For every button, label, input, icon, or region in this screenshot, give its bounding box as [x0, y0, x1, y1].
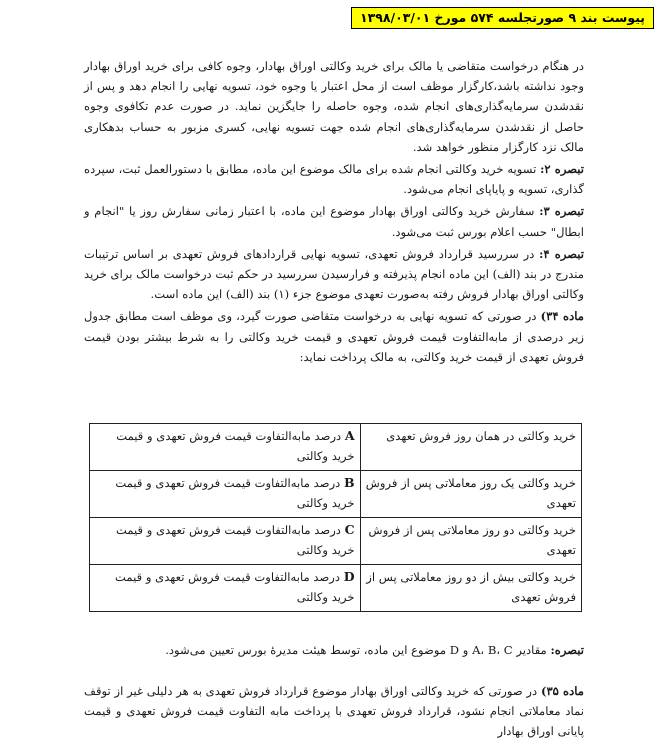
table-row: [90, 471, 582, 518]
article-35-text: در صورتی که خرید وکالتی اوراق بهادار موضوع قرارداد فروش تعهدی به هر دلیلی غیر از توقف نماد معاملاتی انجام نشود، قرارداد فروش تعهدی با پرداخت مابه التفاوت قیمت فروش تعهدی و قیمت پایانی اوراق بهادار: [84, 684, 584, 739]
table-cell-rate: [90, 424, 361, 471]
article-34-label: ماده ۳۴): [540, 309, 584, 324]
table-cell-rate: [90, 471, 361, 518]
table-cell-condition: خرید وکالتی یک روز معاملاتی پس از فروش تعهدی: [360, 471, 581, 518]
rate-text: درصد مابه‌التفاوت قیمت فروش تعهدی و قیمت خرید وکالتی: [115, 476, 355, 510]
table-cell-condition: خرید وکالتی در همان روز فروش تعهدی: [360, 424, 581, 471]
article-35-label: ماده ۳۵): [540, 684, 584, 698]
note-3: [84, 201, 584, 241]
settlement-rate-table: [89, 423, 582, 612]
document-body: [84, 56, 584, 367]
table-cell-rate: [90, 518, 361, 565]
rate-text: درصد مابه‌التفاوت قیمت فروش تعهدی و قیمت خرید وکالتی: [115, 570, 355, 604]
note-4-label: تبصره ۴:: [539, 246, 584, 261]
table-row: [90, 565, 582, 612]
table-cell-condition: خرید وکالتی بیش از دو روز معاملاتی پس از فروش تعهدی: [360, 565, 581, 612]
note-after-table: [84, 640, 584, 660]
intro-paragraph: در هنگام درخواست متقاضی یا مالک برای خرید وکالتی اوراق بهادار، وجوه کافی برای خرید اوراق بهادار وجود نداشته باشد،کارگزار موظف است از محل اعتبار یا وجوه خود، تسویه نهایی را انجام دهد و پس از نقدشدن سرمایه‌گذاری‌های انجام شده، وجوه حاصله را جایگزین نماید. در صورت عدم تکافوی وجوه حاصل از نقدشدن سرمایه‌گذاری‌های انجام شده جهت تسویه نهایی، کسری مزبور به حساب بدهکاری مالک نزد کارگزار منظور خواهد شد.: [84, 59, 584, 154]
table-cell-rate: [90, 565, 361, 612]
article-34-text: در صورتی که تسویه نهایی به درخواست متقاضی صورت گیرد، وی موظف است مطابق جدول زیر درصدی از مابه‌التفاوت قیمت فروش تعهدی و قیمت خرید وکالتی را به شرط بیشتر بودن قیمت فروش تعهدی از قیمت خرید وکالتی، به مالک پرداخت نماید:: [84, 309, 584, 364]
note-4-text: در سررسید قرارداد فروش تعهدی، تسویه نهایی قراردادهای فروش تعهدی بر اساس ترتیبات مندرج در بند (الف) این ماده انجام پذیرفته و فرارسیدن سررسید در حکم ثبت درخواست مالک برای خرید وکالتی اوراق بهادار فروش رفته به‌صورت تعهدی موضوع جزء (۱) بند (الف) این ماده است.: [83, 246, 584, 302]
rate-text: درصد مابه‌التفاوت قیمت فروش تعهدی و قیمت خرید وکالتی: [116, 429, 355, 463]
table-row: [90, 518, 582, 565]
note-after-table-text: مقادیر A، B، C و D موضوع این ماده، توسط هیئت مدیرهٔ بورس تعیین می‌شود.: [165, 643, 547, 657]
attachment-header: پیوست بند ۹ صورتجلسه ۵۷۴ مورخ ۱۳۹۸/۰۳/۰۱: [351, 7, 654, 29]
note-2-text: تسویه خرید وکالتی انجام شده برای مالک موضوع این ماده، مطابق با دستورالعمل ثبت، سپرده گذاری، تسویه و پایاپای انجام می‌شود.: [84, 162, 584, 197]
note-after-table-label: تبصره:: [550, 643, 584, 657]
note-2-label: تبصره ۲:: [540, 162, 584, 177]
table-row: [90, 424, 582, 471]
article-35: [84, 681, 584, 742]
rate-letter: A: [344, 428, 355, 443]
article-34: [84, 306, 584, 367]
note-3-label: تبصره ۳:: [539, 204, 585, 219]
rate-letter: D: [343, 569, 355, 584]
table-cell-condition: خرید وکالتی دو روز معاملاتی پس از فروش تعهدی: [360, 518, 581, 565]
rate-letter: C: [344, 522, 355, 537]
note-4: [84, 244, 584, 305]
rate-text: درصد مابه‌التفاوت قیمت فروش تعهدی و قیمت خرید وکالتی: [115, 523, 355, 557]
note-3-text: سفارش خرید وکالتی اوراق بهادار موضوع این ماده، با اعتبار زمانی سفارش روز یا "انجام و ابطال" حسب اعلام بورس ثبت می‌شود.: [84, 204, 584, 239]
note-2: [84, 159, 584, 199]
rate-letter: B: [344, 475, 355, 490]
